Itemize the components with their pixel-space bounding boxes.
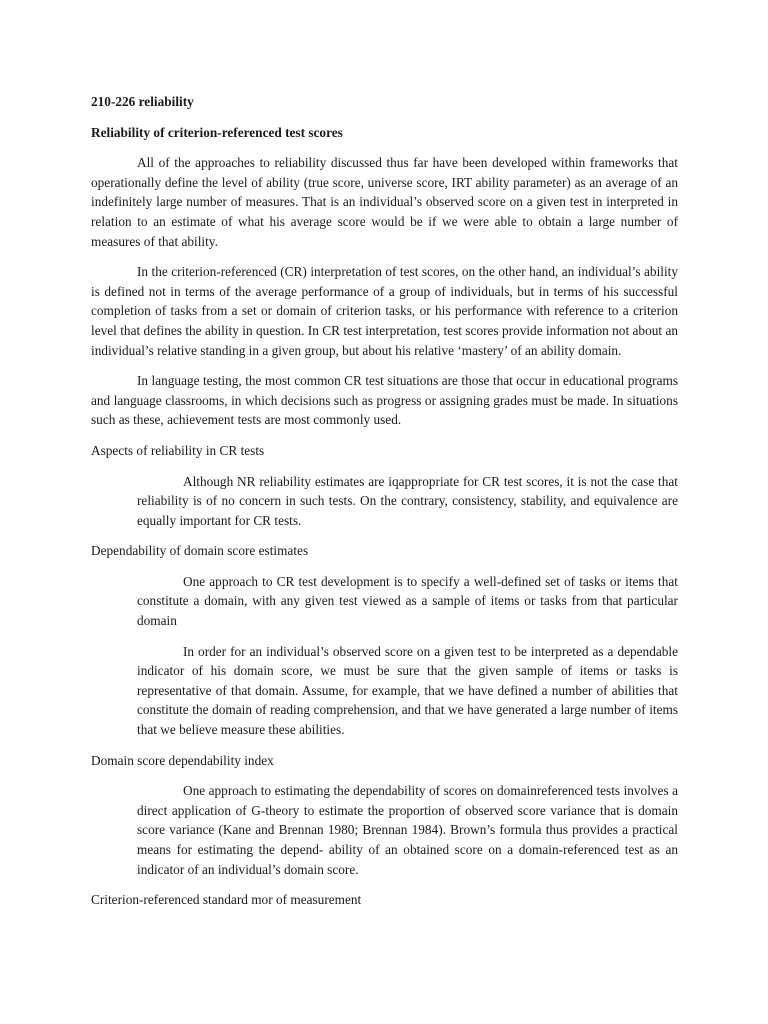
paragraph-approaches: All of the approaches to reliability discussed thus far have been developed within frameworks that operationally define the level of ability (true score, universe score, IRT ability parameter) as an average of an indefinitely large number of measures. That is an individual’s observed score on a given test in interpreted in relation to an estimate of what his average score would be if we were able to obtain a large number of measures of that ability. <box>91 155 678 249</box>
document-title: 210-226 reliability <box>91 94 194 109</box>
paragraph-dependability-index: One approach to estimating the dependability of scores on domainreferenced tests involves a direct application of G-theory to estimate the proportion of observed score variance that is domain score variance (Kane and Brennan 1980; Brennan 1984). Brown’s formula thus provides a practical means for estimating the depend- ability of an obtained score on a domain-referenced test as an indicator of an individual’s domain score. <box>137 783 678 877</box>
paragraph-language-testing: In language testing, the most common CR test situations are those that occur in educational programs and language classrooms, in which decisions such as progress or assigning grades must be made. In situations such as these, achievement tests are most commonly used. <box>91 373 678 428</box>
section-title: Reliability of criterion-referenced test scores <box>91 124 343 140</box>
subheading-standard-error: Criterion-referenced standard mor of measurement <box>91 892 362 908</box>
subheading-dependability-index: Domain score dependability index <box>91 752 274 768</box>
subheading-aspects: Aspects of reliability in CR tests <box>91 442 265 458</box>
paragraph-cr-interpretation: In the criterion-referenced (CR) interpretation of test scores, on the other hand, an individual’s ability is defined not in terms of the average performance of a group of individuals, but in terms of his successful completion of tasks from a set or domain of criterion tasks, or his performance with reference to a criterion level that defines the ability in question. In CR test interpretation, test scores provide information not about an individual’s relative standing in a given group, but about his relative ‘mastery’ of an ability domain. <box>91 264 678 358</box>
document-page <box>91 92 678 921</box>
paragraph-dependability-1: One approach to CR test development is to specify a well-defined set of tasks or items that constitute a domain, with any given test viewed as a sample of items or tasks from that particular domain <box>137 573 678 629</box>
paragraph-dependability-2: In order for an individual’s observed score on a given test to be interpreted as a dependable indicator of his domain score, we must be sure that the given sample of items or tasks is representative of that domain. Assume, for example, that we have defined a number of abilities that constitute the domain of reading comprehension, and that we have generated a large number of items that we believe measure these abilities. <box>137 643 678 738</box>
subheading-dependability: Dependability of domain score estimates <box>91 543 309 559</box>
paragraph-aspects: Although NR reliability estimates are iqappropriate for CR test scores, it is not the case that reliability is of no concern in such tests. On the contrary, consistency, stability, and equivalence are equally important for CR tests. <box>137 473 678 528</box>
